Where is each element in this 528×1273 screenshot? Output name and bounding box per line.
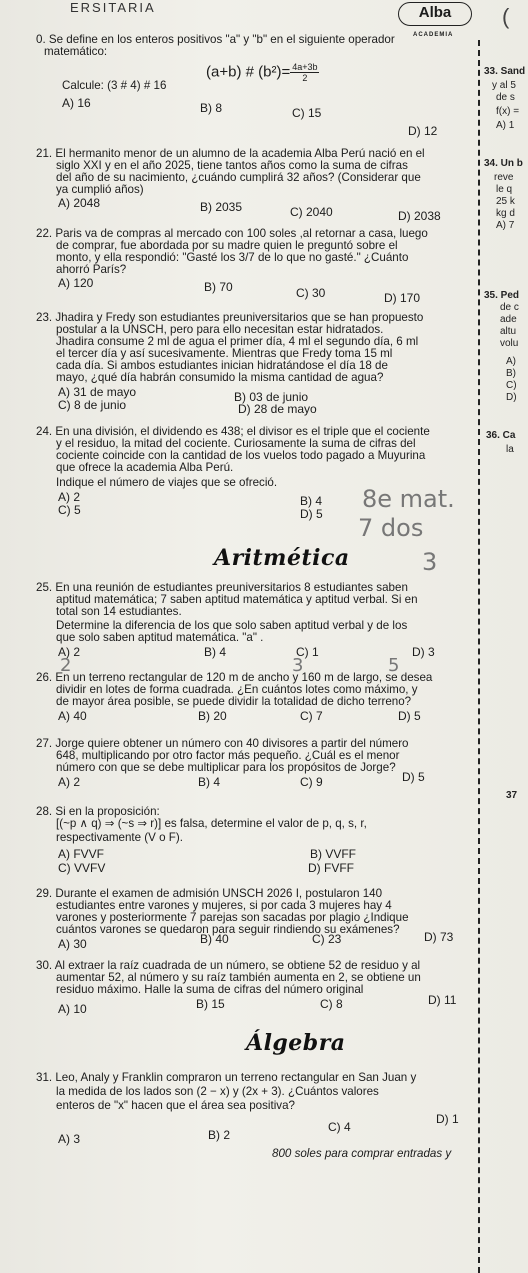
q30-line2: aumentar 52, al número y su raíz también aumenta en 2, se obtiene un: [56, 971, 421, 984]
handwritten-note-6: 5: [388, 655, 400, 676]
q30-option-d: D) 11: [428, 993, 457, 1007]
q23-line1: 23. Jhadira y Fredy son estudiantes preuniversitarios que se han propuesto: [36, 311, 424, 324]
q20-fraction: [290, 62, 319, 83]
q26-option-a: A) 40: [58, 709, 87, 723]
q20-option-c: C) 15: [292, 106, 322, 120]
section-title-aritmetica: Aritmética: [214, 545, 350, 571]
q29-option-b: B) 40: [200, 932, 229, 946]
q29-line1: 29. Durante el examen de admisión UNSCH 2026 I, postularon 140: [36, 887, 383, 900]
logo-subtext: ACADEMIA: [413, 32, 454, 38]
q27-option-b: B) 4: [198, 775, 221, 789]
right-q35-b: de c: [500, 302, 519, 313]
logo-text: Alba: [418, 4, 452, 21]
q23-option-d: D) 28 de mayo: [238, 402, 317, 416]
right-q35-e: volu: [500, 338, 519, 349]
column-divider: [478, 40, 480, 1273]
q27-line1: 27. Jorge quiere obtener un número con 40 divisores a partir del número: [36, 737, 409, 750]
q21-line1: 21. El hermanito menor de un alumno de la academia Alba Perú nació en el: [36, 147, 425, 160]
q-next-bottom-line: 800 soles para comprar entradas y: [272, 1147, 452, 1160]
right-q34-d: 25 k: [496, 196, 515, 207]
q28-option-b: B) VVFF: [310, 847, 357, 861]
q23-option-a: A) 31 de mayo: [58, 385, 137, 399]
right-q34-c: le q: [496, 184, 513, 195]
q22-option-b: B) 70: [204, 280, 233, 294]
q22-option-c: C) 30: [296, 286, 326, 300]
q20-option-d: D) 12: [408, 124, 438, 138]
q31-option-d: D) 1: [436, 1112, 459, 1126]
q23-line6: mayo, ¿qué día habrán consumido la misma cantidad de agua?: [56, 371, 384, 384]
right-q35-c: ade: [500, 314, 517, 325]
right-q34-e: kg d: [496, 208, 515, 219]
q29-option-d: D) 73: [424, 930, 454, 944]
q28-option-a: A) FVVF: [58, 847, 105, 861]
q22-line4: ahorró París?: [56, 263, 127, 276]
q22-line2: de comprar, fue abordada por su madre quien le preguntó sobre el: [56, 239, 398, 252]
q23-option-c: C) 8 de junio: [58, 398, 127, 412]
handwritten-note-4: 2: [60, 655, 72, 676]
q23-line2: postular a la UNSCH, pero para ello necesitan estar hidratados.: [56, 323, 384, 336]
academy-logo: [398, 2, 472, 38]
q25-option-c: C) 1: [296, 645, 319, 659]
q26-option-d: D) 5: [398, 709, 421, 723]
right-q35: 35. Ped: [484, 290, 520, 301]
q23-line3: Jhadira consume 2 ml de agua el primer día, 4 ml el segundo día, 6 ml: [56, 335, 419, 348]
q24-option-b: B) 4: [300, 494, 323, 508]
q20-frac-den: 2: [302, 73, 308, 83]
right-q34: 34. Un b: [484, 158, 523, 169]
q22-line1: 22. Paris va de compras al mercado con 100 soles ,al retornar a casa, luego: [36, 227, 428, 240]
q21-line4: ya cumplió años): [56, 183, 144, 196]
q29-line4: cuántos varones se quedaron para seguir rindiendo su exámenes?: [56, 923, 400, 936]
right-q35-d: altu: [500, 326, 517, 337]
q20-intro2: matemático:: [44, 45, 108, 58]
q25-line4: Determine la diferencia de los que solo saben aptitud verbal y de los: [56, 619, 408, 632]
q20-option-a: A) 16: [62, 96, 91, 110]
q26-line2: dividir en lotes de forma cuadrada. ¿En cuántos lotes como máximo, y: [56, 683, 418, 696]
right-q35-h: C): [506, 380, 517, 391]
right-q33-c: de s: [496, 92, 515, 103]
q28-line3: respectivamente (V o F).: [56, 831, 183, 844]
handwritten-note-2: 7 dos: [358, 514, 424, 542]
q30-option-b: B) 15: [196, 997, 225, 1011]
q20-operator: [206, 62, 319, 83]
q24-option-d: D) 5: [300, 507, 323, 521]
q22-option-a: A) 120: [58, 276, 94, 290]
q30-option-c: C) 8: [320, 997, 343, 1011]
q23-line4: el tercer día y así sucesivamente. Mientras que Fredy toma 15 ml: [56, 347, 393, 360]
q27-option-a: A) 2: [58, 775, 81, 789]
q25-option-a: A) 2: [58, 645, 81, 659]
q26-option-b: B) 20: [198, 709, 227, 723]
q21-option-b: B) 2035: [200, 200, 243, 214]
section-title-algebra: Álgebra: [246, 1030, 346, 1056]
q20-op-text: (a+b) # (b²)=: [206, 63, 291, 81]
right-q33: 33. Sand: [484, 66, 526, 77]
q26-line3: de mayor área posible, se puede dividir la totalidad de dicho terreno?: [56, 695, 412, 708]
q29-line2: estudiantes entre varones y mujeres, si por cada 3 mujeres hay 4: [56, 899, 392, 912]
q26-line1: 26. En un terreno rectangular de 120 m de ancho y 160 m de largo, se desea: [36, 671, 433, 684]
handwritten-note-3: 3: [422, 548, 438, 576]
q20-frac-num: 4a+3b: [292, 62, 318, 72]
q25-line2: aptitud matemática; 7 saben aptitud matemática y aptitud verbal. Si en: [56, 593, 418, 606]
q29-line3: varones y posteriormente 7 parejas son sacadas por plagio ¿Indique: [56, 911, 409, 924]
q31-line1: 31. Leo, Analy y Franklin compraron un terreno rectangular en San Juan y: [36, 1071, 417, 1084]
q31-line3: enteros de "x" hacen que el área sea positiva?: [56, 1099, 295, 1112]
q21-option-c: C) 2040: [290, 205, 333, 219]
right-q37: 37: [506, 790, 518, 801]
q26-option-c: C) 7: [300, 709, 323, 723]
q24-line2: y el residuo, la mitad del cociente. Curiosamente la suma de cifras del: [56, 437, 416, 450]
q25-line1: 25. En una reunión de estudiantes preuniversitarios 8 estudiantes saben: [36, 581, 408, 594]
q29-option-a: A) 30: [58, 937, 87, 951]
q21-option-d: D) 2038: [398, 209, 441, 223]
handwritten-note-5: 3: [292, 655, 304, 676]
q21-option-a: A) 2048: [58, 196, 101, 210]
q25-line5: que solo saben aptitud matemática. "a" .: [56, 631, 264, 644]
q23-line5: cada día. Si ambos estudiantes inician hidratándose el día 18 de: [56, 359, 388, 372]
q27-option-d: D) 5: [402, 770, 425, 784]
q21-line3: del año de su nacimiento, ¿cuándo cumplirá 32 años? (Considerar que: [56, 171, 421, 184]
q25-option-b: B) 4: [204, 645, 227, 659]
q24-line5: Indique el número de viajes que se ofreció.: [56, 476, 278, 489]
q28-option-d: D) FVFF: [308, 861, 354, 875]
q27-line3: número con que se debe multiplicar para los propósitos de Jorge?: [56, 761, 396, 774]
q27-line2: 648, multiplicando por otro factor más pequeño. ¿Cuál es el menor: [56, 749, 400, 762]
q31-option-b: B) 2: [208, 1128, 231, 1142]
right-q35-i: D): [506, 392, 517, 403]
q31-option-c: C) 4: [328, 1120, 351, 1134]
q21-line2: siglo XXI y en el año 2025, tiene tantos años como la suma de cifras: [56, 159, 408, 172]
q30-option-a: A) 10: [58, 1002, 87, 1016]
right-q36: 36. Ca: [486, 430, 516, 441]
right-q33-b: y al 5: [492, 80, 516, 91]
handwritten-note-1: 8e mat.: [362, 485, 455, 513]
q23-option-b: B) 03 de junio: [234, 390, 309, 404]
q24-option-c: C) 5: [58, 503, 81, 517]
right-q35-g: B): [506, 368, 516, 379]
right-q35-f: A): [506, 356, 516, 367]
q24-line3: cociente coincide con la cantidad de los vuelos todo pagado a Muyurina: [56, 449, 426, 462]
q29-option-c: C) 23: [312, 932, 342, 946]
q22-option-d: D) 170: [384, 291, 421, 305]
q24-line1: 24. En una división, el dividendo es 438; el divisor es el triple que el cociente: [36, 425, 430, 438]
right-q36-b: la: [506, 444, 514, 455]
q30-line3: residuo máximo. Halle la suma de cifras del número original: [56, 983, 364, 996]
right-q33-d: f(x) =: [496, 106, 520, 117]
q30-line1: 30. Al extraer la raíz cuadrada de un número, se obtiene 52 de residuo y al: [36, 959, 421, 972]
q27-option-c: C) 9: [300, 775, 323, 789]
q28-line1: 28. Si en la proposición:: [36, 805, 160, 818]
paren-glyph: (: [502, 4, 510, 29]
q20-calc: Calcule: (3 # 4) # 16: [62, 79, 167, 92]
right-q33-e: A) 1: [496, 120, 515, 131]
header-university-text: ERSITARIA: [70, 0, 156, 15]
q20-intro: 0. Se define en los enteros positivos "a" y "b" en el siguiente operador: [36, 33, 395, 46]
right-q34-f: A) 7: [496, 220, 515, 231]
q28-option-c: C) VVFV: [58, 861, 106, 875]
q25-line3: total son 14 estudiantes.: [56, 605, 182, 618]
q28-line2: [(~p ∧ q) ⇒ (~s ⇒ r)] es falsa, determine el valor de p, q, s, r,: [56, 817, 367, 830]
q31-line2: la medida de los lados son (2 − x) y (2x + 3). ¿Cuántos valores: [56, 1085, 379, 1098]
q25-option-d: D) 3: [412, 645, 435, 659]
q31-option-a: A) 3: [58, 1132, 81, 1146]
q22-line3: monto, y ella respondió: "Gasté los 3/7 de lo que no gasté." ¿Cuánto: [56, 251, 409, 264]
q24-option-a: A) 2: [58, 490, 81, 504]
q24-line4: que ofrece la academia Alba Perú.: [56, 461, 234, 474]
right-q34-b: reve: [494, 172, 514, 183]
q20-option-b: B) 8: [200, 101, 223, 115]
